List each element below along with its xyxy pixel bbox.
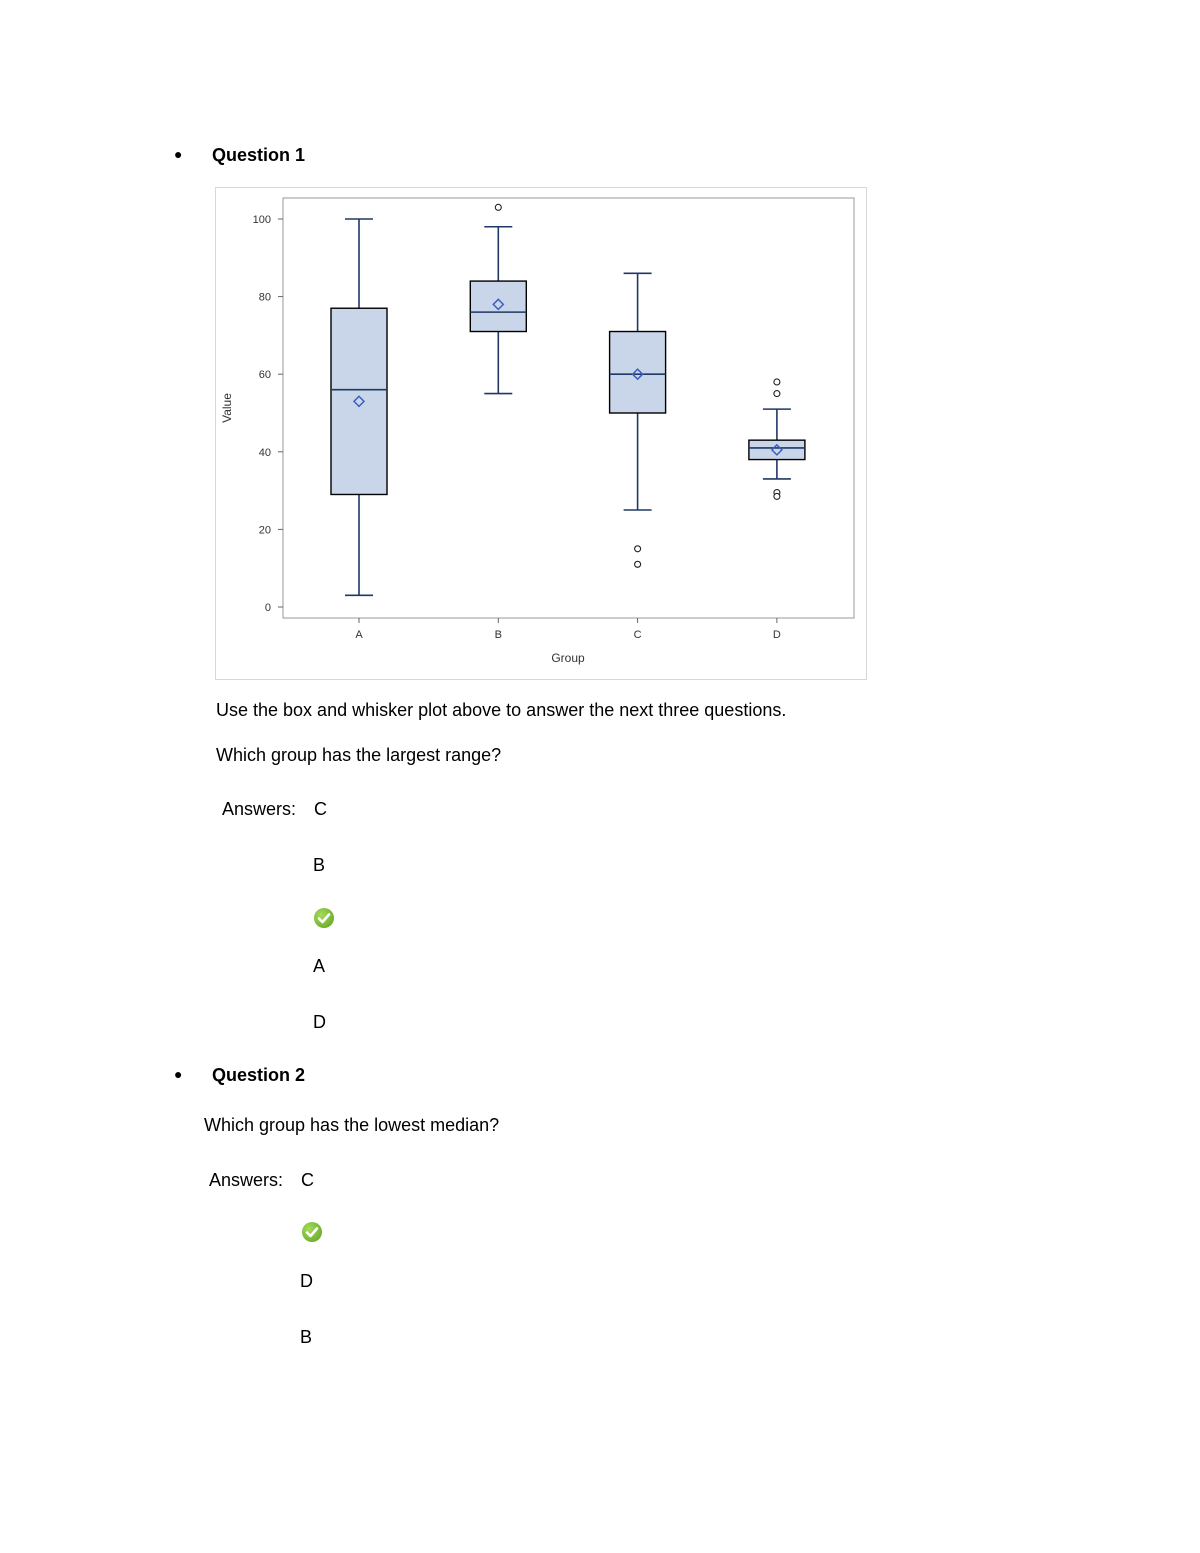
x-tick-label: B [494,629,502,641]
x-tick-label: D [772,629,781,641]
box-A [331,308,387,494]
box-B [470,281,526,331]
question-1-option-4[interactable]: D [313,1012,326,1032]
question-2-prompt: Which group has the lowest median? [204,1115,500,1135]
question-2-title: Question 2 [212,1065,306,1085]
question-2-option-1[interactable]: C [301,1170,314,1190]
bullet-1: ● [174,146,183,162]
y-tick-label: 60 [258,369,271,382]
question-1-prompt: Which group has the largest range? [216,745,502,765]
question-1-title: Question 1 [212,145,306,165]
question-1-intro: Use the box and whisker plot above to answer the next three questions. [216,700,787,720]
box-plot-figure [215,187,867,680]
question-1-answers-label: Answers: [222,799,297,819]
y-tick-label: 40 [258,446,271,459]
outlier-point [495,204,501,210]
x-axis-label: Group [551,651,585,665]
y-tick-label: 100 [252,214,271,226]
question-1-option-2[interactable]: B [313,855,326,875]
question-1-option-3[interactable]: A [313,956,326,976]
box-D [749,440,805,459]
check-icon [314,908,334,928]
y-tick-label: 80 [258,291,271,304]
outlier-point [774,379,780,385]
outlier-point [774,391,780,397]
question-2-answers-label: Answers: [209,1170,284,1190]
outlier-point [635,561,641,567]
x-tick-label: A [355,629,363,641]
question-1-option-1[interactable]: C [314,799,327,819]
outlier-point [635,546,641,552]
bullet-2: ● [174,1066,183,1082]
box-plot-chart [216,188,866,679]
outlier-point [774,493,780,499]
box-C [610,332,666,413]
y-tick-label: 20 [258,524,271,537]
question-2-option-3[interactable]: B [300,1327,313,1347]
y-tick-label: 0 [264,602,271,614]
question-2-option-2[interactable]: D [300,1271,313,1291]
y-axis-label: Value [220,393,234,423]
check-icon [302,1222,322,1242]
x-tick-label: C [633,629,642,641]
